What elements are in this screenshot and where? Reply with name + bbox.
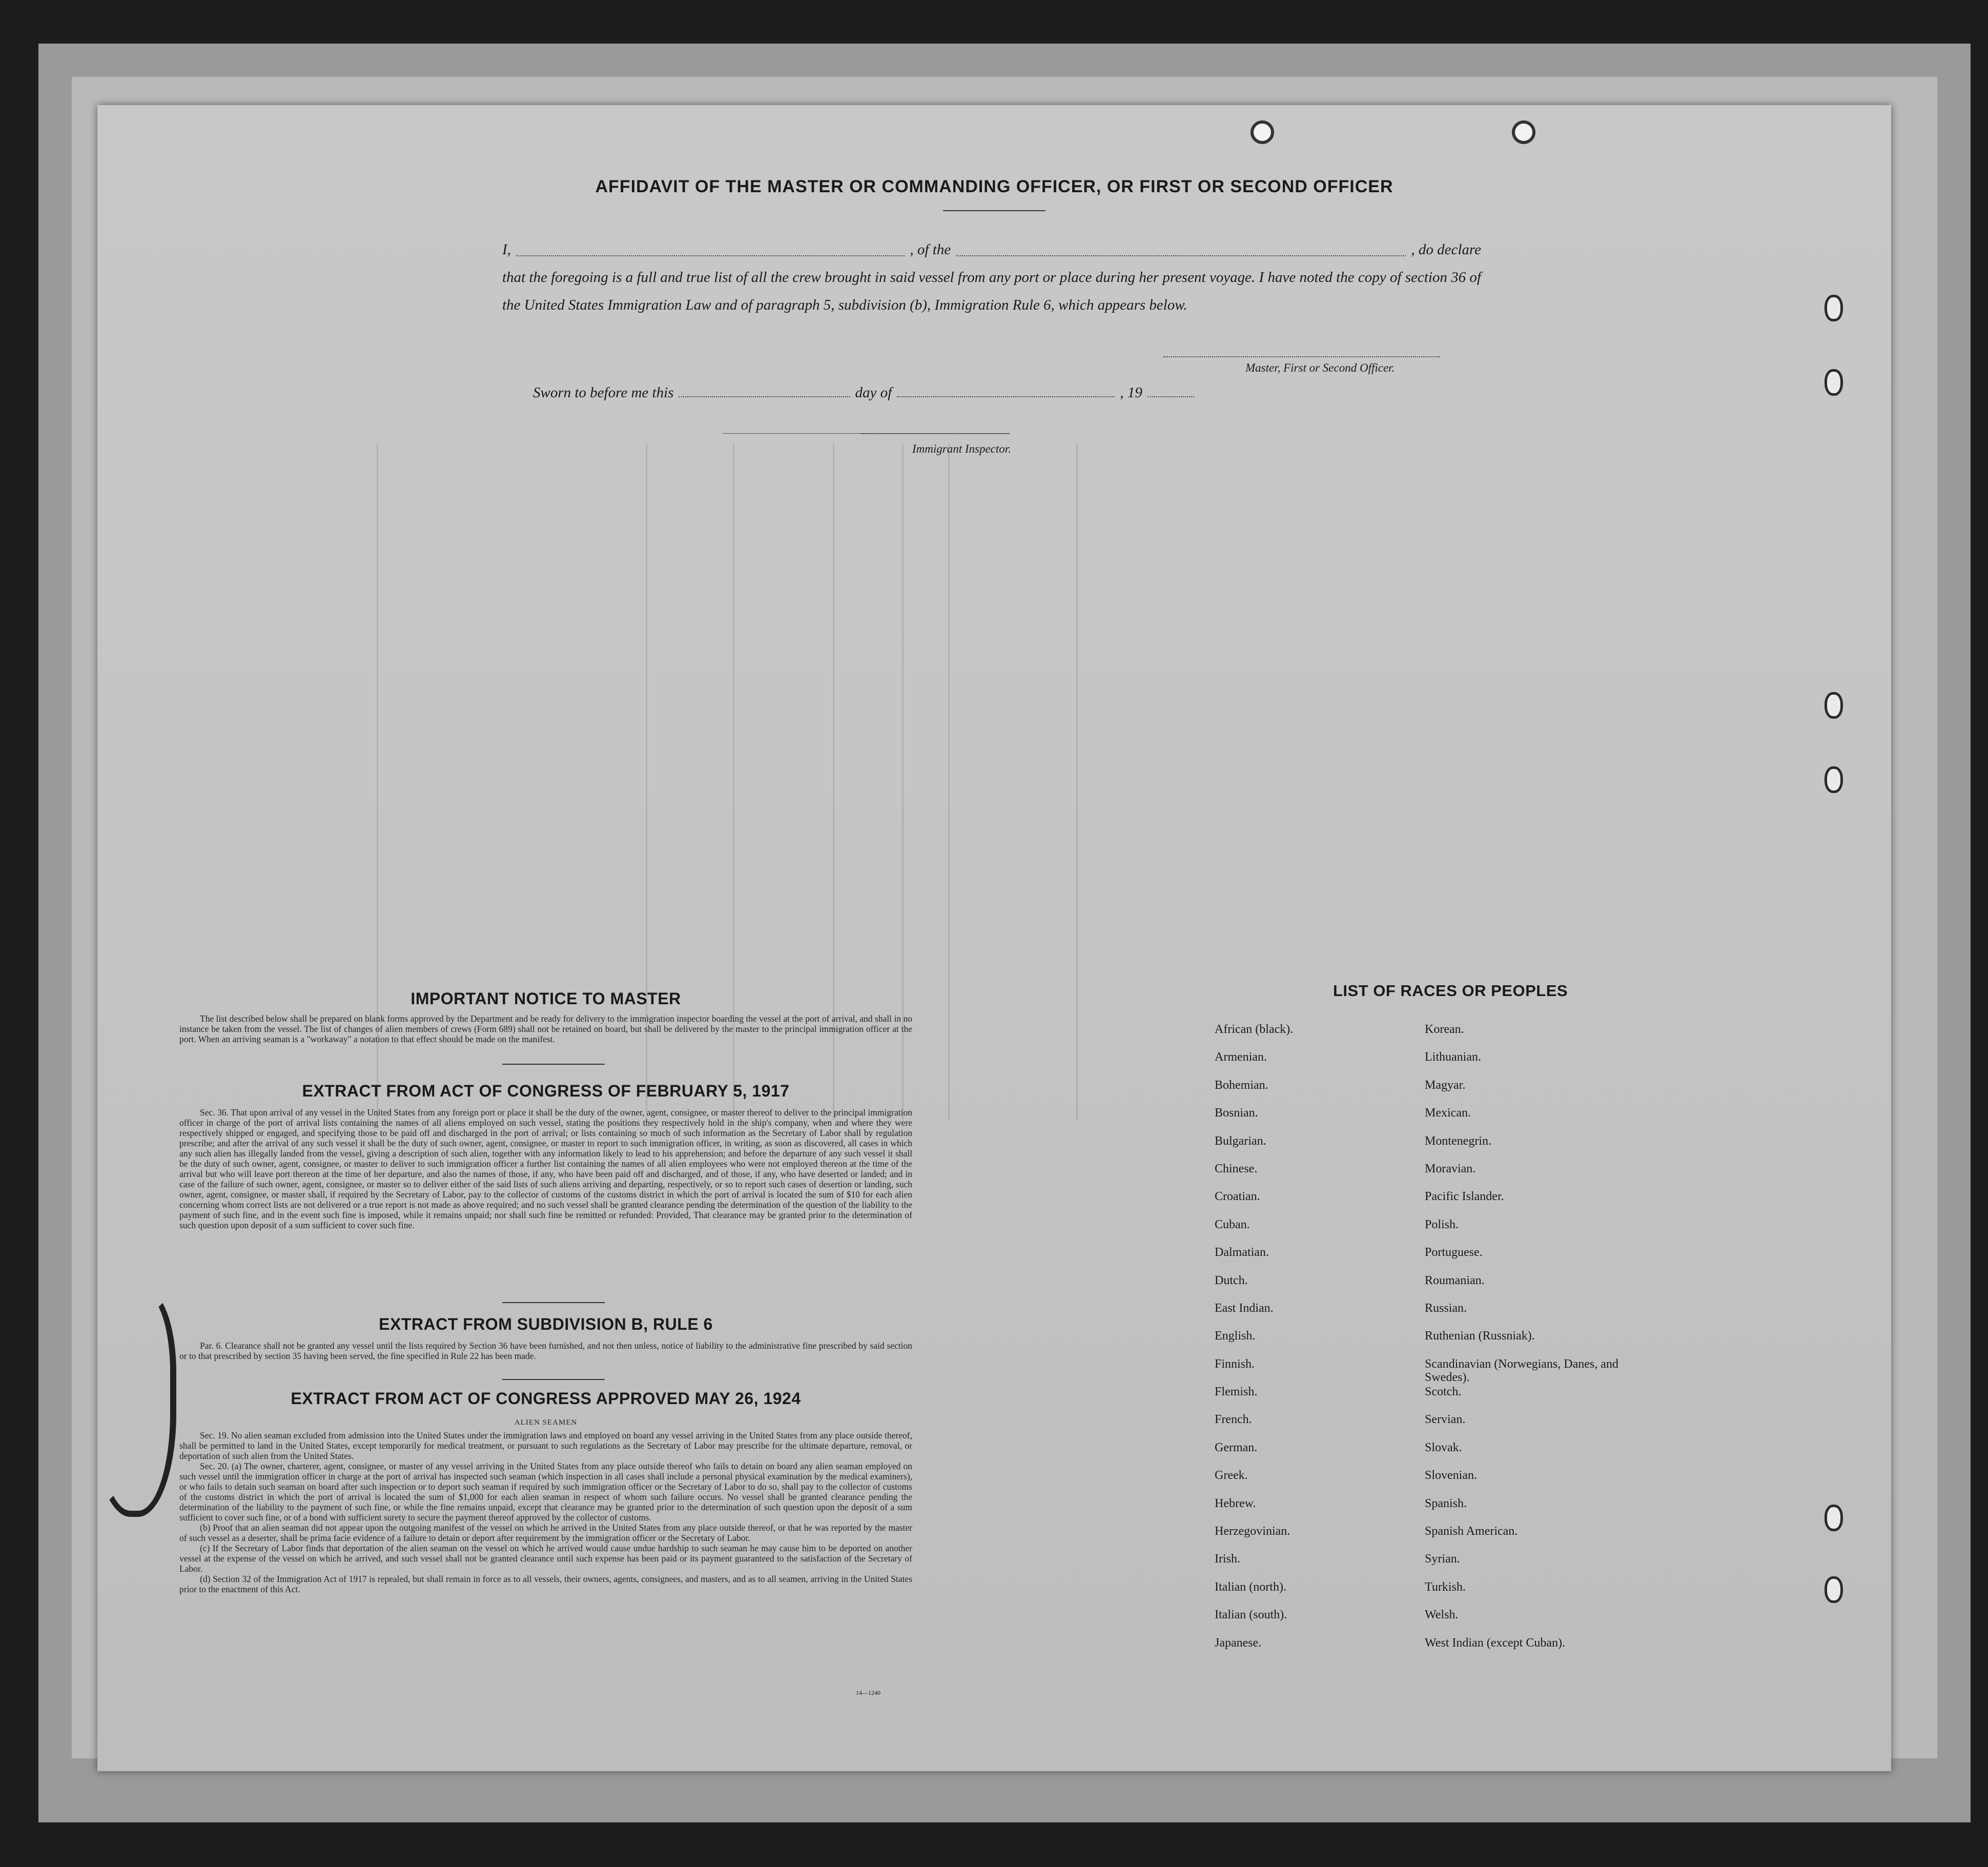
divider <box>502 1379 605 1380</box>
race-item: Bohemian. <box>1215 1078 1268 1092</box>
punch-hole-icon <box>1512 120 1535 144</box>
race-item: Bulgarian. <box>1215 1134 1266 1148</box>
inspector-label: Immigrant Inspector. <box>912 442 1011 455</box>
declaration-text: that the foregoing is a full and true list of all the crew brought in said vessel from any port or place during her present voyage. I have noted the copy of section 36 of the United States Immigration Law and of paragraph 5, subdivision (b), Immigration Rule 6, which appears below. <box>502 269 1481 313</box>
race-item: West Indian (except Cuban). <box>1425 1636 1565 1650</box>
race-item: Hebrew. <box>1215 1496 1256 1510</box>
notice-text <box>179 1013 912 1044</box>
binder-hole-icon <box>1825 369 1843 396</box>
binding-string <box>97 1289 176 1517</box>
race-item: Italian (south). <box>1215 1608 1287 1622</box>
decl-i-label: I, <box>502 241 511 258</box>
races-right-column <box>1425 1023 1630 1664</box>
bleed-through-line <box>948 443 950 1120</box>
signature-line <box>1163 356 1440 357</box>
race-item: Scotch. <box>1425 1385 1462 1399</box>
extract-1924-subtitle: ALIEN SEAMEN <box>514 1418 578 1427</box>
race-item: Korean. <box>1425 1023 1464 1036</box>
race-item: Bosnian. <box>1215 1106 1258 1120</box>
race-item: Greek. <box>1215 1469 1248 1483</box>
binder-hole-icon <box>1825 295 1843 321</box>
form-number: 14—1240 <box>856 1689 880 1696</box>
vessel-blank <box>956 236 1406 256</box>
extract-1917-text <box>179 1107 912 1230</box>
race-item: African (black). <box>1215 1023 1294 1036</box>
sworn-prefix: Sworn to before me this <box>533 384 674 401</box>
name-blank <box>516 236 905 256</box>
divider <box>502 1302 605 1303</box>
year-blank <box>1147 396 1194 397</box>
race-item: Chinese. <box>1215 1162 1258 1175</box>
race-item: Portuguese. <box>1425 1246 1483 1260</box>
binder-hole-icon <box>1825 1505 1843 1531</box>
signature-label: Master, First or Second Officer. <box>1245 361 1395 374</box>
decl-of-the-label: , of the <box>910 241 951 258</box>
race-item: Dutch. <box>1215 1273 1248 1287</box>
notice-paragraph: The list described below shall be prepared on blank forms approved by the Department and be ready for delivery to the immigration inspector boarding the vessel at the port of arrival, and shall in no instance be taken from the vessel. The list of changes of alien members of crews (Form 689) shall not be retained on board, but shall be delivered by the master to the principal immigration officer at the port. When an arriving seaman is a "workaway" a notation to that effect should be made on the manifest. <box>179 1013 912 1044</box>
affidavit-title: AFFIDAVIT OF THE MASTER OR COMMANDING OFFICER, OR FIRST OR SECOND OFFICER <box>595 177 1393 196</box>
races-title: LIST OF RACES OR PEOPLES <box>1333 982 1568 1000</box>
extract-1924-paragraph: (b) Proof that an alien seaman did not appear upon the outgoing manifest of the vessel on which he arrived in the United States from any place outside thereof, or that he was reported by the master of such vessel as a deserter, shall be prima facie evidence of a failure to detain or deport after requirement by the immigration officer or the Secretary of Labor. <box>179 1523 912 1543</box>
declaration-blanks <box>502 236 1481 263</box>
binder-hole-icon <box>1825 1576 1843 1603</box>
extract-1924-paragraph: (c) If the Secretary of Labor finds that deportation of the alien seaman on the vessel on which he arrived would cause undue hardship to such seaman he may cause him to be deported on another vessel at the expense of the vessel on which he arrived, and such vessel shall not be granted clearance until such expense has been paid or its payment guaranteed to the satisfaction of the Secretary of Labor. <box>179 1543 912 1574</box>
race-item: Herzegovinian. <box>1215 1525 1290 1538</box>
race-item: Roumanian. <box>1425 1273 1485 1287</box>
extract-1917-title: EXTRACT FROM ACT OF CONGRESS OF FEBRUARY 5, 1917 <box>302 1082 790 1100</box>
declaration <box>502 236 1481 319</box>
race-item: Ruthenian (Russniak). <box>1425 1329 1535 1343</box>
race-item: Croatian. <box>1215 1190 1260 1204</box>
binder-hole-icon <box>1825 692 1843 719</box>
extract-1924-title: EXTRACT FROM ACT OF CONGRESS APPROVED MAY 26, 1924 <box>291 1389 801 1408</box>
race-item: Slovak. <box>1425 1440 1462 1454</box>
notice-title: IMPORTANT NOTICE TO MASTER <box>411 989 681 1008</box>
extract-rule6-text <box>179 1341 912 1361</box>
race-item: East Indian. <box>1215 1301 1274 1315</box>
race-item: Montenegrin. <box>1425 1134 1491 1148</box>
race-item: Scandinavian (Norwegians, Danes, and Swedes). <box>1425 1357 1618 1384</box>
race-item: Italian (north). <box>1215 1580 1286 1594</box>
race-item: Slovenian. <box>1425 1469 1477 1483</box>
race-item: Polish. <box>1425 1217 1459 1231</box>
race-item: German. <box>1215 1440 1258 1454</box>
extract-1917-paragraph: Sec. 36. That upon arrival of any vessel in the United States from any foreign port or place it shall be the duty of the owner, agent, consignee, or master thereof to deliver to the principal immigration officer in charge of the port of arrival lists containing the names of all aliens employed on such vessel, stating the positions they respectively hold in the ship's company, when and where they were respectively shipped or engaged, and specifying those to be paid off and discharged in the port of arrival; or lists containing so much of such information as the Secretary of Labor shall by regulation prescribe; and after the arrival of any such vessel it shall be the duty of such owner, agent, consignee, or master to report to such immigration officer, in writing, as soon as discovered, all cases in which any such alien has illegally landed from the vessel, giving a description of such alien, together with any information likely to lead to his apprehension; and before the departure of any such vessel it shall be the duty of such owner, agent, consignee, or master to deliver to such immigration officer a further list containing the names of all alien employees who were not employed thereon at the time of the arrival but who will leave port thereon at the time of her departure, and also the names of those, if any, who have been paid off and discharged, and of those, if any, who have deserted or landed; and in case of the failure of such owner, agent, consignee, or master so to deliver either of the said lists of such aliens arriving and departing, respectively, or so to report such cases of desertion or landing, such owner, agent, consignee, or master shall, if required by the Secretary of Labor, pay to the collector of customs of the customs district in which the port of arrival is located the sum of $10 for each alien concerning whom correct lists are not delivered or a true report is not made as above required; and no such vessel shall be granted clearance pending the determination of the question of the liability to the payment of such fine, and in the event such fine is imposed, while it remains unpaid; nor shall such fine be remitted or refunded: Provided, That clearance may be granted prior to the determination of such question upon deposit of a sum sufficient to cover such fine. <box>179 1107 912 1230</box>
race-item: Servian. <box>1425 1413 1466 1427</box>
race-item: Flemish. <box>1215 1385 1258 1399</box>
extract-1924-paragraph: (d) Section 32 of the Immigration Act of 1917 is repealed, but shall remain in force as to all vessels, their owners, agents, consignees, and masters, and as to all seamen, arriving in the United States prior to the enactment of this Act. <box>179 1574 912 1594</box>
extract-1924-paragraph: Sec. 19. No alien seaman excluded from admission into the United States under the immigration laws and employed on board any vessel arriving in the United States from any place outside thereof, shall be permitted to land in the United States, except temporarily for medical treatment, or pursuant to such regulations as the Secretary of Labor may prescribe for the ultimate departure, removal, or deportation of such alien from the United States. <box>179 1430 912 1461</box>
divider <box>502 1064 605 1065</box>
race-item: Finnish. <box>1215 1357 1255 1371</box>
day-blank <box>679 396 850 397</box>
race-item: French. <box>1215 1413 1252 1427</box>
bleed-through-line <box>1076 443 1078 1120</box>
race-item: Japanese. <box>1215 1636 1262 1650</box>
race-item: Armenian. <box>1215 1050 1267 1064</box>
race-item: Welsh. <box>1425 1608 1459 1622</box>
sworn-line <box>533 384 1199 401</box>
race-item: Turkish. <box>1425 1580 1466 1594</box>
sworn-day-label: day of <box>855 384 892 401</box>
race-item: Syrian. <box>1425 1552 1460 1566</box>
race-item: Lithuanian. <box>1425 1050 1481 1064</box>
sworn-year-label: , 19 <box>1120 384 1142 401</box>
extract-rule6-title: EXTRACT FROM SUBDIVISION B, RULE 6 <box>379 1315 713 1333</box>
race-item: Mexican. <box>1425 1106 1471 1120</box>
race-item: Russian. <box>1425 1301 1467 1315</box>
race-item: Magyar. <box>1425 1078 1466 1092</box>
divider <box>943 210 1046 211</box>
races-left-column <box>1215 1023 1293 1664</box>
race-item: Pacific Islander. <box>1425 1190 1504 1204</box>
race-item: Moravian. <box>1425 1162 1476 1175</box>
race-item: Dalmatian. <box>1215 1246 1269 1260</box>
inspector-line <box>861 433 1010 434</box>
extract-1924-paragraph: Sec. 20. (a) The owner, charterer, agent, consignee, or master of any vessel arriving in the United States from any place outside thereof who fails to detain on board any alien seaman employed on such vessel until the immigration officer in charge at the port of arrival has inspected such seaman (which inspection in all cases shall include a personal physical examination by the medical examiners), or who fails to detain such seaman on board after such inspection or to deport such seaman if required by such immigration officer or the Secretary of Labor to do so, shall pay to the collector of customs of the customs district in which the port of arrival is located the sum of $1,000 for each alien seaman in respect of whom such failure occurs. No vessel shall be granted clearance pending the determination of the liability to the payment of such fine, or while the fine remains unpaid, except that clearance may be granted prior to the determination of such question upon the deposit of a sum sufficient to cover such fine, or of a bond with sufficient surety to secure the payment thereof approved by the collector of customs. <box>179 1461 912 1523</box>
month-blank <box>897 396 1115 397</box>
decl-do-declare-label: , do declare <box>1411 241 1481 258</box>
race-item: Cuban. <box>1215 1217 1250 1231</box>
race-item: Spanish American. <box>1425 1525 1518 1538</box>
document-page <box>97 105 1891 1771</box>
extract-1924-text <box>179 1430 912 1594</box>
binder-hole-icon <box>1825 766 1843 793</box>
race-item: Spanish. <box>1425 1496 1467 1510</box>
race-item: Irish. <box>1215 1552 1240 1566</box>
extract-rule6-paragraph: Par. 6. Clearance shall not be granted any vessel until the lists required by Section 36 have been furnished, and not then unless, notice of liability to the administrative fine prescribed by said section or to that prescribed by section 35 having been served, the fine specified in Rule 22 has been made. <box>179 1341 912 1361</box>
punch-hole-icon <box>1251 120 1274 144</box>
race-item: English. <box>1215 1329 1256 1343</box>
